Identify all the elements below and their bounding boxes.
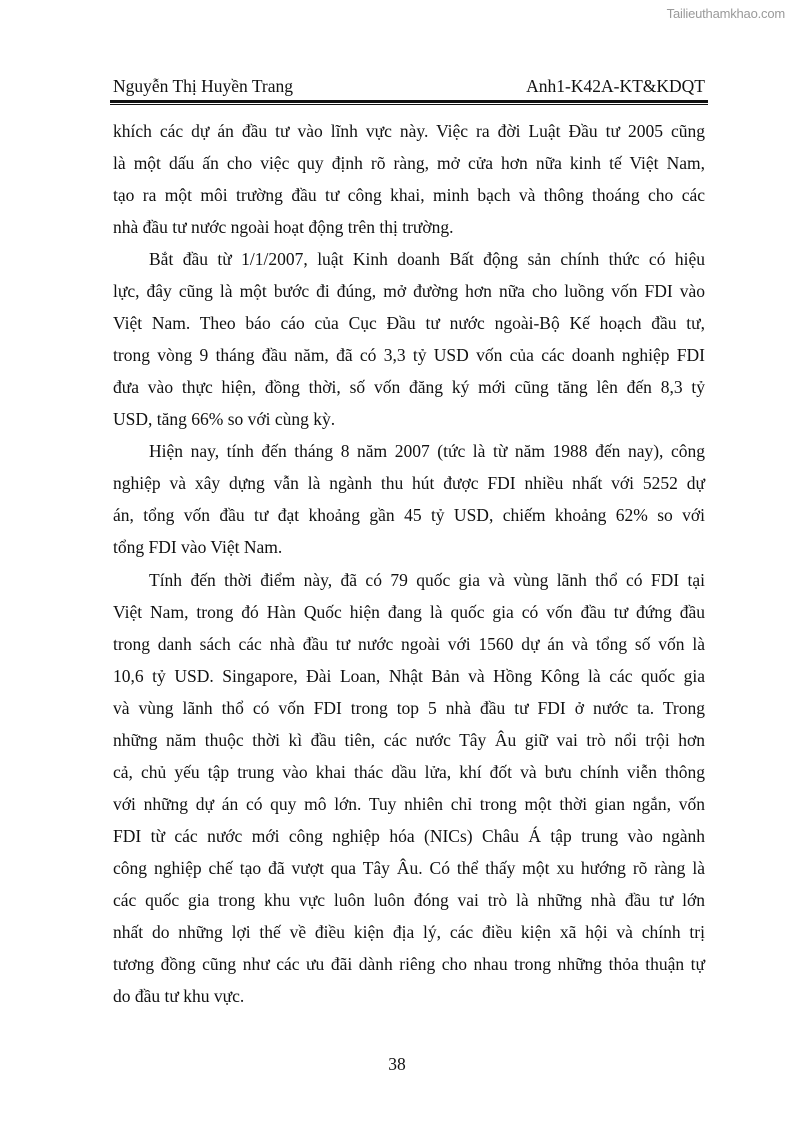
text-line: nghiệp và xây dựng vẫn là ngành thu hút được FDI nhiều nhất với 5252 dự xyxy=(113,473,705,493)
text-line: Hiện nay, tính đến tháng 8 năm 2007 (tức là từ năm 1988 đến nay), công xyxy=(149,441,705,461)
body-text xyxy=(113,115,705,1012)
text-line: tương đồng cũng như các ưu đãi dành riêng cho nhau trong những thỏa thuận tự xyxy=(113,954,705,974)
text-line: USD, tăng 66% so với cùng kỳ. xyxy=(113,409,336,429)
text-line: và vùng lãnh thổ có vốn FDI trong top 5 nhà đầu tư FDI ở nước ta. Trong xyxy=(113,698,705,718)
text-line: Tính đến thời điểm này, đã có 79 quốc gia và vùng lãnh thổ có FDI tại xyxy=(149,570,705,590)
header-author: Nguyễn Thị Huyền Trang xyxy=(113,76,294,96)
paragraph xyxy=(113,243,705,435)
header-rule-thick xyxy=(110,100,708,103)
running-header xyxy=(113,76,705,98)
text-line: Việt Nam, trong đó Hàn Quốc hiện đang là quốc gia có vốn đầu tư đứng đầu xyxy=(113,602,705,622)
paragraph xyxy=(113,435,705,563)
text-line: do đầu tư khu vực. xyxy=(113,986,245,1006)
text-line: tạo ra một môi trường đầu tư công khai, minh bạch và thông thoáng cho các xyxy=(113,185,705,205)
text-line: trong vòng 9 tháng đầu năm, đã có 3,3 tỷ USD vốn của các doanh nghiệp FDI xyxy=(113,345,705,365)
text-line: khích các dự án đầu tư vào lĩnh vực này. Việc ra đời Luật Đầu tư 2005 cũng xyxy=(113,121,705,141)
text-line: 10,6 tỷ USD. Singapore, Đài Loan, Nhật Bản và Hồng Kông là các quốc gia xyxy=(113,666,705,686)
text-line: cả, chủ yếu tập trung vào khai thác dầu lửa, khí đốt và bưu chính viễn thông xyxy=(113,762,705,782)
text-line: FDI từ các nước mới công nghiệp hóa (NICs) Châu Á tập trung vào ngành xyxy=(113,826,705,846)
text-line: Bắt đầu từ 1/1/2007, luật Kinh doanh Bất động sản chính thức có hiệu xyxy=(149,249,705,269)
text-line: trong danh sách các nhà đầu tư nước ngoài với 1560 dự án và tổng số vốn là xyxy=(113,634,705,654)
text-line: tổng FDI vào Việt Nam. xyxy=(113,537,283,557)
text-line: đưa vào thực hiện, đồng thời, số vốn đăng ký mới cũng tăng lên đến 8,3 tỷ xyxy=(113,377,705,397)
text-line: Việt Nam. Theo báo cáo của Cục Đầu tư nước ngoài-Bộ Kế hoạch đầu tư, xyxy=(113,313,705,333)
paragraph xyxy=(113,115,705,243)
text-line: công nghiệp chế tạo đã vượt qua Tây Âu. Có thể thấy một xu hướng rõ ràng là xyxy=(113,858,705,878)
watermark: Tailieuthamkhao.com xyxy=(666,6,785,21)
text-line: những năm thuộc thời kì đầu tiên, các nước Tây Âu giữ vai trò nổi trội hơn xyxy=(113,730,705,750)
text-line: án, tổng vốn đầu tư đạt khoảng gần 45 tỷ USD, chiếm khoảng 62% so với xyxy=(113,505,705,525)
text-line: các quốc gia trong khu vực luôn luôn đóng vai trò là những nhà đầu tư lớn xyxy=(113,890,705,910)
header-rule-thin xyxy=(110,104,708,105)
text-line: nhà đầu tư nước ngoài hoạt động trên thị trường. xyxy=(113,217,454,237)
paragraph xyxy=(113,564,705,1012)
header-class-code: Anh1-K42A-KT&KDQT xyxy=(526,76,705,96)
text-line: là một dấu ấn cho việc quy định rõ ràng, mở cửa hơn nữa kinh tế Việt Nam, xyxy=(113,153,705,173)
text-line: lực, đây cũng là một bước đi đúng, mở đường hơn nữa cho luồng vốn FDI vào xyxy=(113,281,705,301)
text-line: nhất do những lợi thế về điều kiện địa lý, các điều kiện xã hội và chính trị xyxy=(113,922,705,942)
text-line: với những dự án có quy mô lớn. Tuy nhiên chỉ trong một thời gian ngắn, vốn xyxy=(113,794,705,814)
page-number: 38 xyxy=(388,1054,406,1074)
